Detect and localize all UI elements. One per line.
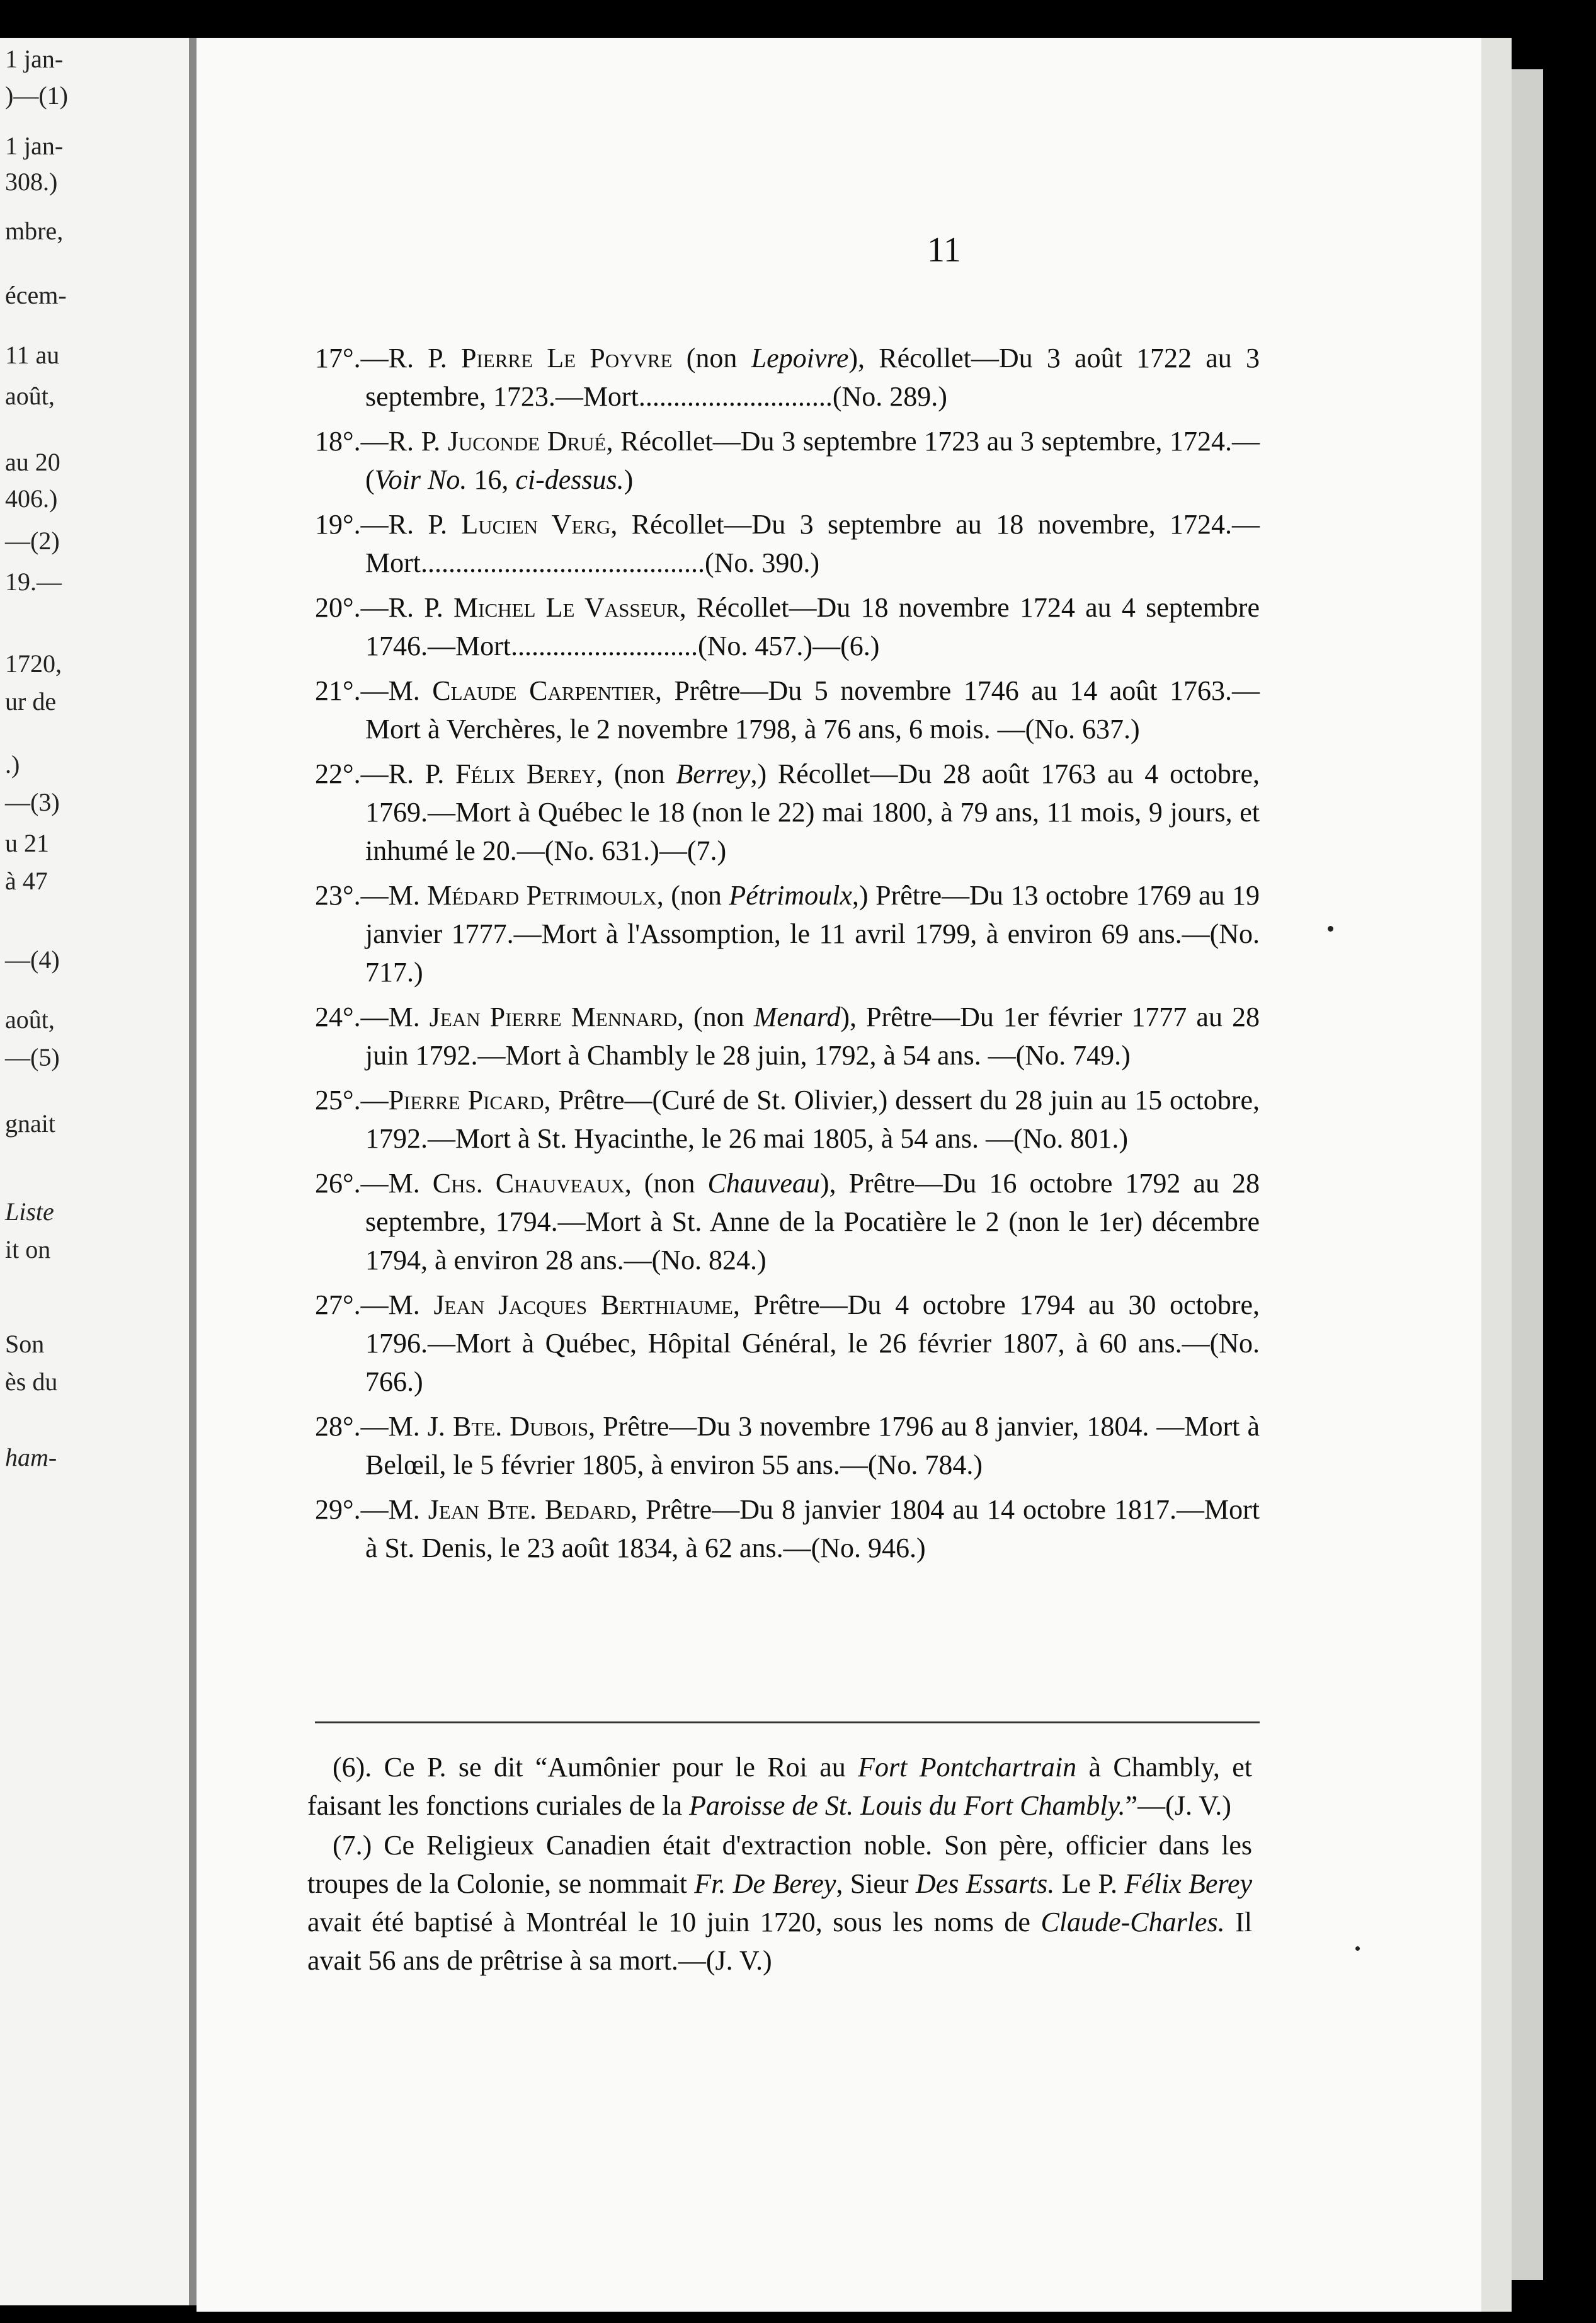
text-run: R. P. — [388, 509, 462, 540]
entry — [315, 876, 1260, 991]
italic-text: Fort Pontchartrain — [858, 1752, 1077, 1783]
footnote-rule — [315, 1721, 1260, 1723]
entry-number: 22°.— — [315, 758, 389, 789]
text-run: ), Récollet—Du 3 août 1722 au 3 septembre, 1723.—Mort............................(No. 289.) — [365, 343, 1260, 412]
italic-text: Fr. De Berey — [694, 1868, 836, 1899]
text-run: , Prêtre—Du 5 novembre 1746 au 14 août 1763.—Mort à Verchères, le 2 novembre 1798, à 76 ans, 6 mois. —(No. 637.) — [365, 675, 1260, 745]
entry — [315, 588, 1260, 665]
text-run: M. — [388, 880, 428, 911]
italic-text: Pétrimoulx — [729, 880, 852, 911]
text-run: M. — [388, 1289, 434, 1320]
person-name: Jean Pierre Mennard — [429, 1002, 677, 1032]
italic-text: ci-dessus. — [515, 464, 624, 495]
person-name: Pierre Picard — [388, 1085, 544, 1116]
person-name: Médard Petrimoulx — [427, 880, 657, 911]
facing-page-fragment: août, — [5, 382, 55, 410]
text-run: , Prêtre—(Curé de St. Olivier,) dessert du 28 juin au 15 octobre, 1792.—Mort à St. Hyacinthe, le 26 mai 1805, à 54 ans. —(No. 801.) — [365, 1085, 1260, 1154]
person-name: Chs. Chauveaux — [432, 1168, 625, 1199]
entry-number: 24°.— — [315, 1002, 389, 1032]
person-name: Michel Le Vasseur — [453, 592, 680, 623]
facing-page-fragment: écem- — [5, 281, 67, 309]
person-name: Jean Bte. Bedard — [428, 1494, 631, 1525]
facing-page-fragment: —(3) — [5, 788, 60, 816]
facing-page-fragment: —(4) — [5, 945, 60, 974]
entry — [315, 755, 1260, 870]
text-run: M. — [388, 675, 433, 706]
text-run: , (non — [656, 880, 729, 911]
italic-text: Des Essarts. — [915, 1868, 1055, 1899]
text-run: , (non — [624, 1168, 708, 1199]
entry-number: 21°.— — [315, 675, 389, 706]
facing-page-fragment: Liste — [5, 1197, 54, 1226]
entry-number: 26°.— — [315, 1168, 389, 1199]
italic-text: Chauveau — [707, 1168, 820, 1199]
entries-list — [315, 339, 1260, 1573]
facing-page-fragment: août, — [5, 1005, 55, 1034]
facing-page-fragment: )—(1) — [5, 81, 68, 110]
footnote — [307, 1826, 1252, 1980]
person-name: Jean Jacques Berthiaume — [433, 1289, 733, 1320]
text-run: R. P. — [388, 592, 454, 623]
italic-text: Berrey — [676, 758, 751, 789]
page-number: 11 — [927, 231, 961, 270]
facing-page-fragment: ès du — [5, 1367, 58, 1396]
facing-page-fragment: ur de — [5, 687, 57, 716]
facing-page-fragment: à 47 — [5, 867, 48, 895]
text-run: , Récollet—Du 18 novembre 1724 au 4 septembre 1746.—Mort...........................(No. 457.)—(6.) — [365, 592, 1260, 661]
entry-number: 17°.— — [315, 343, 389, 374]
text-run: M. — [388, 1494, 428, 1525]
text-run: avait été baptisé à Montréal le 10 juin 1720, sous les noms de — [307, 1907, 1041, 1938]
entry — [315, 339, 1260, 416]
facing-page-fragment: 308.) — [5, 168, 58, 196]
facing-page-fragment: .) — [5, 750, 20, 779]
text-run: Le P. — [1054, 1868, 1125, 1899]
text-run: , Récollet—Du 3 septembre 1723 au 3 septembre, 1724.—( — [365, 426, 1260, 495]
text-run: R. P. — [388, 426, 448, 457]
person-name: Pierre Le Poyvre — [460, 343, 673, 374]
text-run: M. J. — [388, 1411, 453, 1442]
person-name: Juconde Drué — [447, 426, 607, 457]
page-edge — [1481, 38, 1512, 2312]
text-run: R. P. — [388, 758, 456, 789]
italic-text: Félix Berey — [1124, 1868, 1253, 1899]
text-run: ) — [624, 464, 634, 495]
facing-page-fragment: 19.— — [5, 568, 62, 596]
entry — [315, 1286, 1260, 1401]
facing-page-fragment: Son — [5, 1330, 45, 1358]
text-run: (6). Ce P. se dit “Aumônier pour le Roi au — [333, 1752, 858, 1783]
text-run: ), Prêtre—Du 16 octobre 1792 au 28 septembre, 1794.—Mort à St. Anne de la Pocatière le 2 (non le 1er) décembre 1794, à environ 28 ans.—(No. 824.) — [365, 1168, 1260, 1276]
italic-text: Menard — [753, 1002, 841, 1032]
italic-text: Claude-Charles. — [1040, 1907, 1225, 1938]
page-edge-shadow — [1512, 69, 1543, 2280]
facing-page — [0, 38, 189, 2305]
entry — [315, 1164, 1260, 1279]
entry-number: 23°.— — [315, 880, 389, 911]
entry — [315, 422, 1260, 499]
entry-number: 27°.— — [315, 1289, 389, 1320]
facing-page-fragment: 406.) — [5, 484, 58, 513]
text-run: , Sieur — [836, 1868, 916, 1899]
text-run: ,) Récollet—Du 28 août 1763 au 4 octobre, 1769.—Mort à Québec le 18 (non le 22) mai 1800, à 79 ans, 11 mois, 9 jours, et inhumé le 20.—(No. 631.)—(7.) — [365, 758, 1260, 866]
italic-text: Voir No. — [374, 464, 467, 495]
text-run: Il avait 56 ans de prêtrise à sa mort.—(J. V.) — [307, 1907, 1252, 1976]
text-run: (7.) Ce Religieux Canadien était d'extraction noble. Son père, officier dans les troupes de la Colonie, se nommait — [307, 1830, 1252, 1899]
text-run: , Prêtre—Du 8 janvier 1804 au 14 octobre 1817.—Mort à St. Denis, le 23 août 1834, à 62 ans.—(No. 946.) — [365, 1494, 1260, 1563]
facing-page-fragment: gnait — [5, 1109, 55, 1138]
facing-page-fragment: 1 jan- — [5, 132, 64, 160]
footnote — [307, 1748, 1252, 1825]
ink-speck — [1328, 926, 1333, 932]
facing-page-fragment: it on — [5, 1235, 51, 1264]
footnotes — [307, 1748, 1252, 1981]
entry — [315, 1490, 1260, 1567]
entry-number: 19°.— — [315, 509, 389, 540]
entry — [315, 671, 1260, 748]
text-run: , Récollet—Du 3 septembre au 18 novembre, 1724.—Mort.........................................(No. 390.) — [365, 509, 1260, 578]
entry-number: 28°.— — [315, 1411, 389, 1442]
facing-page-fragment: mbre, — [5, 217, 64, 245]
entry — [315, 998, 1260, 1075]
text-run: ,) Prêtre—Du 13 octobre 1769 au 19 janvier 1777.—Mort à l'Assomption, le 11 avril 1799, à environ 69 ans.—(No. 717.) — [365, 880, 1260, 988]
facing-page-fragment: —(5) — [5, 1043, 60, 1071]
ink-speck — [1355, 1946, 1360, 1951]
facing-page-fragment: u 21 — [5, 829, 49, 857]
book-gutter — [189, 38, 197, 2305]
text-run: R. P. — [388, 343, 461, 374]
text-run: ”—(J. V.) — [1125, 1790, 1231, 1821]
text-run: à Chambly, et faisant les fonctions curiales de la — [307, 1752, 1252, 1821]
text-run: , Prêtre—Du 4 octobre 1794 au 30 octobre, 1796.—Mort à Québec, Hôpital Général, le 26 février 1807, à 60 ans.—(No. 766.) — [365, 1289, 1260, 1397]
text-run: (non — [672, 343, 751, 374]
text-run: 16, — [467, 464, 516, 495]
entry-number: 18°.— — [315, 426, 389, 457]
document-page — [197, 38, 1481, 2312]
entry — [315, 505, 1260, 582]
text-run: M. — [388, 1002, 430, 1032]
text-run: , (non — [596, 758, 676, 789]
person-name: Bte. Dubois — [453, 1411, 589, 1442]
facing-page-fragment: 11 au — [5, 341, 60, 369]
facing-page-fragment: 1720, — [5, 649, 62, 678]
entry — [315, 1081, 1260, 1158]
entry — [315, 1407, 1260, 1484]
facing-page-fragment: au 20 — [5, 448, 60, 476]
facing-page-fragment: 1 jan- — [5, 45, 64, 73]
person-name: Lucien Verg — [461, 509, 611, 540]
entry-number: 25°.— — [315, 1085, 389, 1116]
entry-number: 29°.— — [315, 1494, 389, 1525]
facing-page-fragment: —(2) — [5, 527, 60, 555]
text-run: , (non — [676, 1002, 754, 1032]
text-run: M. — [388, 1168, 433, 1199]
entry-number: 20°.— — [315, 592, 389, 623]
text-run: ), Prêtre—Du 1er février 1777 au 28 juin 1792.—Mort à Chambly le 28 juin, 1792, à 54 ans. —(No. 749.) — [365, 1002, 1260, 1071]
italic-text: Lepoivre — [751, 343, 849, 374]
italic-text: Paroisse de St. Louis du Fort Chambly. — [689, 1790, 1126, 1821]
person-name: Félix Berey — [455, 758, 596, 789]
text-run: , Prêtre—Du 3 novembre 1796 au 8 janvier, 1804. —Mort à Belœil, le 5 février 1805, à environ 55 ans.—(No. 784.) — [365, 1411, 1260, 1480]
facing-page-fragment: ham- — [5, 1443, 57, 1471]
person-name: Claude Carpentier — [432, 675, 655, 706]
